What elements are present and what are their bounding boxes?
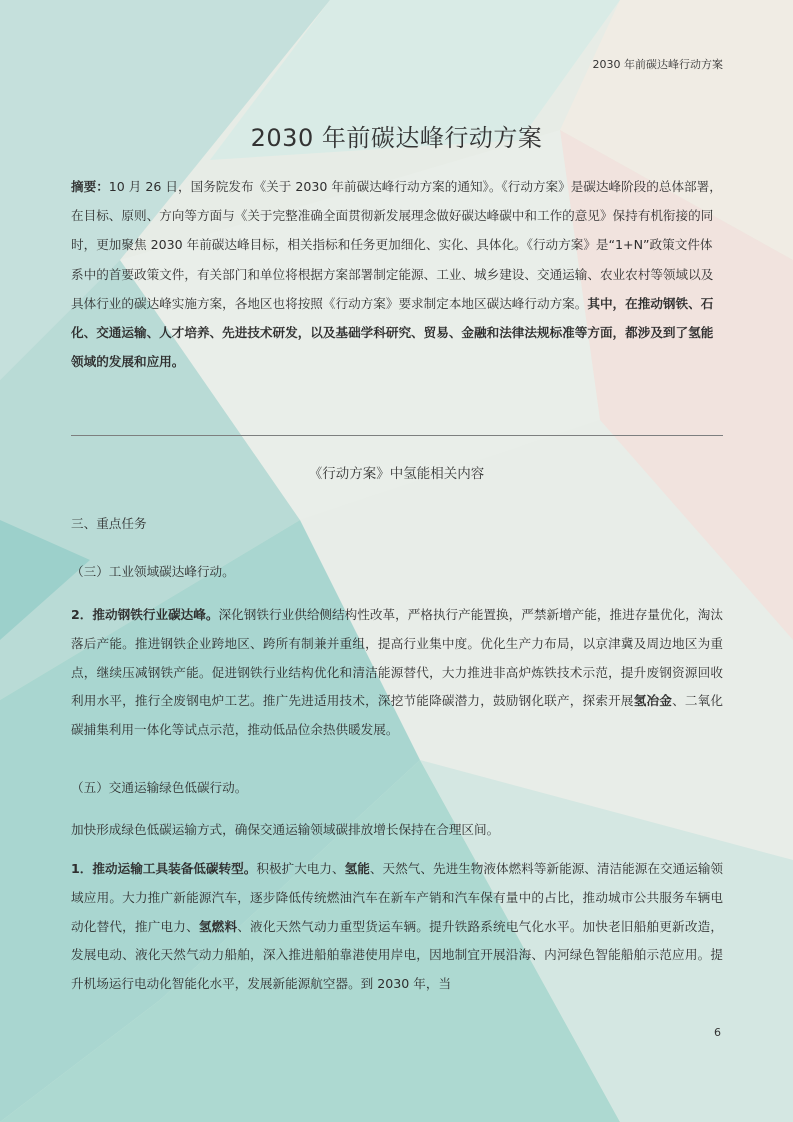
transport-hydrogen-fuel: 氢燃料 xyxy=(198,918,238,934)
paragraph-transport-intro: 加快形成绿色低碳运输方式，确保交通运输领域碳排放增长保持在合理区间。 xyxy=(71,822,500,837)
transport-text-2: 、天然气、先进生物液体燃料等新能源、清洁能源在交通运输领域应用。大力推广新能源汽车，逐步降低传统燃油汽车在新车产销和汽车保有量中的占比，推动城市公共服务车辆电动化替代，推广电力、 xyxy=(71,861,724,934)
transport-item-lead: 1．推动运输工具装备低碳转型。 xyxy=(71,861,257,876)
abstract-label: 摘要： xyxy=(71,179,109,194)
abstract-emphasis: 其中，在推动钢铁、石化、交通运输、人才培养、先进技术研发，以及基础学科研究、贸易、金融和法律法规标准等方面，都涉及到了氢能领域的发展和应用。 xyxy=(71,295,714,370)
transport-text-1: 积极扩大电力、 xyxy=(256,861,345,876)
section-divider xyxy=(71,435,723,436)
heading-industry: （三）工业领域碳达峰行动。 xyxy=(71,564,235,579)
abstract-text: 10 月 26 日，国务院发布《关于 2030 年前碳达峰行动方案的通知》。《行动方案》是碳达峰阶段的总体部署，在目标、原则、方向等方面与《关于完整准确全面贯彻新发展理念做好碳达峰碳中和工作的意见》保持有机衔接的同时，更加聚焦 2030 年前碳达峰目标，相关指标和任务更加细化、实化、具体化。《行动方案》是“1+N”政策文件体系中的首要政策文件，有关部门和单位将根据方案部署制定能源、工业、城乡建设、交通运输、农业农村等领域以及具体行业的碳达峰实施方案，各地区也将按照《行动方案》要求制定本地区碳达峰行动方案。 xyxy=(71,179,722,311)
steel-hydrogen-highlight: 氢冶金 xyxy=(633,693,673,709)
running-header: 2030 年前碳达峰行动方案 xyxy=(592,58,723,71)
heading-transport: （五）交通运输绿色低碳行动。 xyxy=(71,780,248,795)
transport-text-3: 、液化天然气动力重型货运车辆。提升铁路系统电气化水平。加快老旧船舶更新改造，发展电动、液化天然气动力船舶，深入推进船舶靠港使用岸电，因地制宜开展沿海、内河绿色智能船舶示范应用。提升机场运行电动化智能化水平，发展新能源航空器。到 2030 年，当 xyxy=(71,918,724,992)
paragraph-transport-equipment xyxy=(71,855,723,999)
steel-item-lead: 2．推动钢铁行业碳达峰。 xyxy=(71,607,219,622)
abstract-paragraph xyxy=(71,172,723,376)
document-title: 2030 年前碳达峰行动方案 xyxy=(250,124,543,152)
paragraph-steel xyxy=(71,601,723,745)
steel-item-text: 深化钢铁行业供给侧结构性改革，严格执行产能置换，严禁新增产能，推进存量优化，淘汰落后产能。推进钢铁企业跨地区、跨所有制兼并重组，提高行业集中度。优化生产力布局，以京津冀及周边地区为重点，继续压减钢铁产能。促进钢铁行业结构优化和清洁能源替代，大力推进非高炉炼铁技术示范，提升废钢资源回收利用水平，推行全废钢电炉工艺。推广先进适用技术，深挖节能降碳潜力，鼓励钢化联产，探索开展 xyxy=(71,607,724,709)
steel-item-text-end: 、二氧化碳捕集利用一体化等试点示范，推动低品位余热供暖发展。 xyxy=(71,693,724,738)
transport-hydrogen-energy: 氢能 xyxy=(344,861,370,876)
page-number: 6 xyxy=(714,1026,721,1039)
section-title: 《行动方案》中氢能相关内容 xyxy=(308,466,485,482)
heading-key-tasks: 三、重点任务 xyxy=(71,516,147,531)
